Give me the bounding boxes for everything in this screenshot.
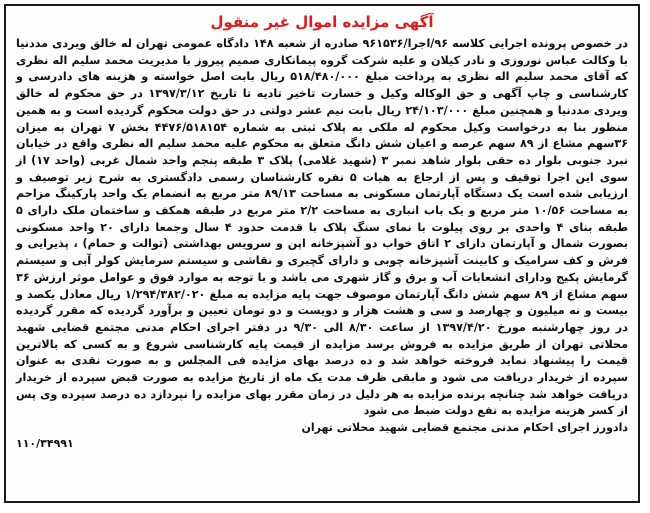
notice-signature: دادورز اجرای احکام مدنی مجتمع قضایی شهید محلاتی تهران [301,421,628,435]
notice-footer [16,420,628,436]
notice-box [4,4,640,503]
notice-body: در خصوص پرونده اجرایی کلاسه ۹۶/اجرا/۹۶۱۵۳۶ صادره از شعبه ۱۴۸ دادگاه عمومی تهران له خالق ویردی مددنیا با وکالت عباس نوروزی و نادر کیلان و علیه شرکت گروه پیمانکاری صمیم پیروز با مدیریت محمد سلیم اله نظری که آقای محمد سلیم اله نظری به پرداخت مبلغ ۵۱۸/۴۸۰/۰۰۰ ریال بابت اصل خواسته و هزینه های دادرسی و کارشناسی و چاپ آگهی و حق الوکاله وکیل و خسارت تاخیر تادیه تا تاریخ ۱۳۹۷/۳/۱۲ در حق محکوم له خالق ویردی مددنیا و همچنین مبلغ ۲۴/۱۰۳/۰۰۰ ریال بابت نیم عشر دولتی در حق دولت محکوم گردیده است و به همین منظور بنا به درخواست وکیل محکوم له ملکی به پلاک ثبتی به شماره ۴۴۷۶/۵۱۸۱۵۴ بخش ۷ تهران به میزان ۳۶سهم مشاع از ۸۹ سهم عرصه و اعیان شش دانگ متعلق به محکوم علیه محمد سلیم اله نظری واقع در خیابان نبرد جنوبی بلوار ده حقی بلوار شاهد نمبر ۳ (شهید غلامی) پلاک ۳ طبقه پنجم واحد شمال غربی (واحد ۱۷) از سوی این اجرا توقیف و پس از ارجاع به هیات ۵ نفره کارشناسان رسمی دادگستری به شرح زیر توصیف و ارزیابی شده است یک دستگاه آپارتمان مسکونی به مساحت ۸۹/۱۳ متر مربع به انضمام یک واحد پارکینگ مزاحم به مساحت ۱۰/۵۶ متر مربع و یک باب انباری به مساحت ۲/۲ متر مربع در طبقه همکف و ساختمان ملک دارای ۵ طبقه بنای ۴ واحدی بر روی پیلوت با نمای سنگ پلاک با قدمت حدود ۴ سال وجمعا دارای ۲۰ واحد مسکونی بصورت شمال و آپارتمان دارای ۲ اتاق خواب دو آشپزخانه اپن و سرویس بهداشتی (توالت و حمام) ، پذیرایی و فرش و کف سرامیک و کابینت آشپزخانه چوبی و دارای گچبری و نقاشی و سیستم سرمایش کولر آبی و سیستم گرمایش پکیج ودارای انشعابات آب و برق و گاز شهری می باشد و با توجه به موارد فوق و عوامل موثر ارزش ۳۶ سهم مشاع از ۸۹ سهم شش دانگ آپارتمان موصوف جهت پایه مزایده به مبلغ ۱/۲۹۴/۳۸۲/۰۲۰ ریال معادل یکصد و بیست و نه میلیون و چهارصد و سی و هشت هزار و دویست و دو تومان تعیین و برآورد گردیده که مقرر گردیده در روز چهارشنبه مورخ ۱۳۹۷/۴/۲۰ از ساعت ۸/۳۰ الی ۹/۳۰ در دفتر اجرای احکام مدنی مجتمع قضایی شهید محلاتی تهران از طریق مزایده به فروش برسد مزایده از قیمت پایه کارشناسی شروع و به کسی که بالاترین قیمت را پیشنهاد نماید فروخته خواهد شد و ده درصد بهای مزایده فی المجلس و به صورت نقدی به عنوان سپرده از خریدار دریافت می شود و مابقی ظرف مدت یک ماه از تاریخ مزایده به صورت قبض سپرده از خریدار دریافت خواهد شد چنانچه برنده مزایده به هر دلیل در زمان مقرر بهای مزایده را نپردازد ده درصد سپرده وی پس از کسر هزینه مزایده به نفع دولت ضبط می شود [16,37,629,418]
notice-code: ۱۱۰/۳۴۹۹۱ [16,437,74,451]
notice-title: آگهی مزایده اموال غیر منقول [210,13,434,31]
